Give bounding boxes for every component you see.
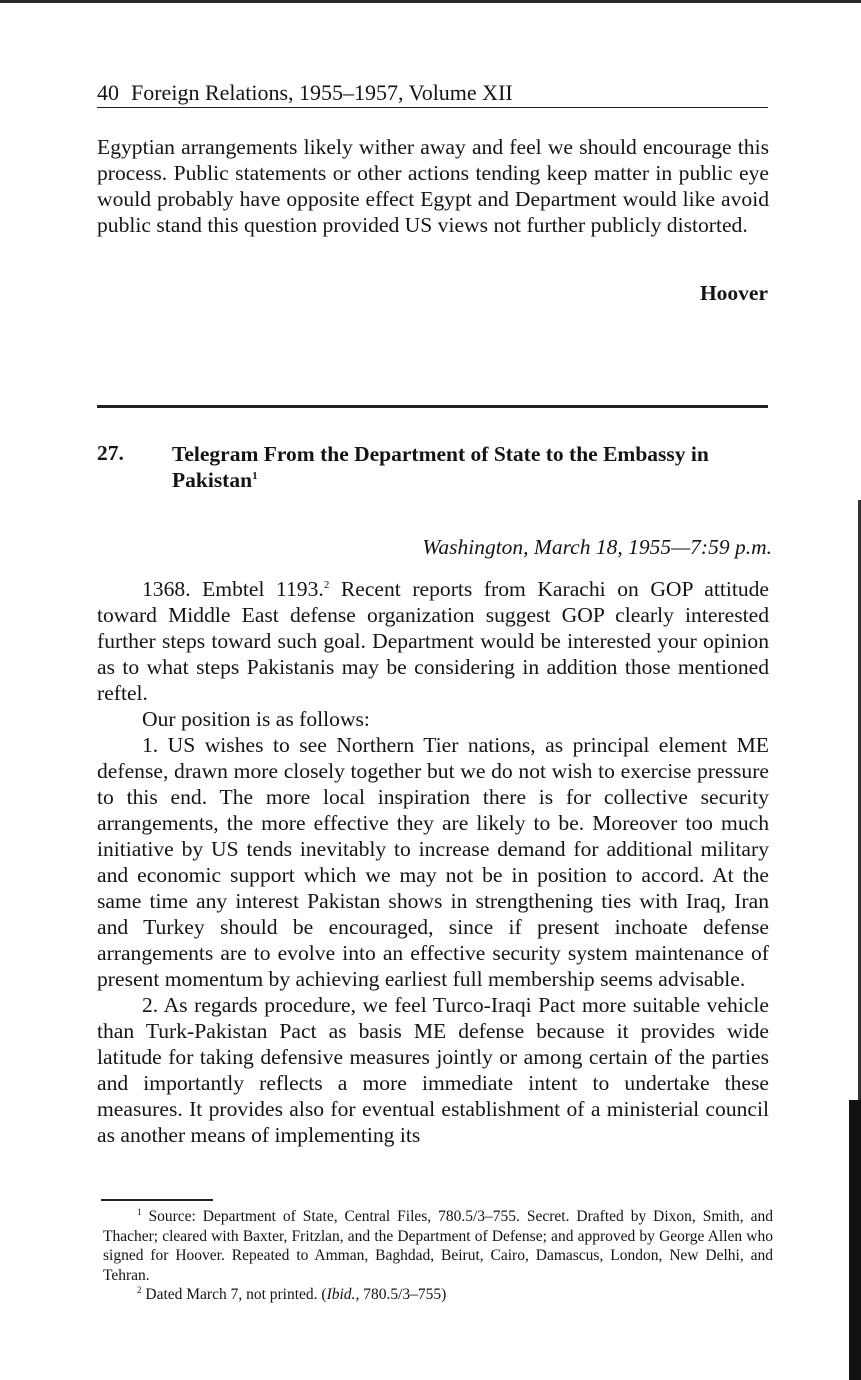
dateline: Washington, March 18, 1955—7:59 p.m. xyxy=(422,535,772,559)
prior-document-text xyxy=(97,134,769,238)
running-header xyxy=(97,80,768,108)
running-title: Foreign Relations, 1955–1957, Volume XII xyxy=(131,80,513,105)
paragraph-point-2: 2. As regards procedure, we feel Turco-Iraqi Pact more suitable vehicle than Turk-Pakistan Pact as basis ME defense because it provides wide latitude for taking defensive measures jointly or among certain of the parties and importantly reflects a more immediate intent to undertake these measures. It provides also for eventual establishment of a ministerial council as another means of implementing its xyxy=(97,993,769,1147)
footnote-2-mark: 2 xyxy=(137,1284,142,1295)
document-number: 27. xyxy=(97,441,124,465)
footnote-2-end: , 780.5/3–755) xyxy=(355,1286,447,1303)
scan-border-top xyxy=(0,0,861,3)
document-title-text: Telegram From the Department of State to the Embassy in Pakistan xyxy=(172,442,709,492)
footnote-divider xyxy=(101,1199,213,1201)
document-title xyxy=(172,441,772,493)
footnote-ref-2[interactable]: 2 xyxy=(323,578,330,591)
footnotes xyxy=(103,1207,773,1305)
paragraph-point-1: 1. US wishes to see Northern Tier nations, as principal element ME defense, drawn more closely together but we do not wish to exercise pressure to this end. The more local inspiration there is for collective security arrangements, the more effective they are likely to be. Moreover too much initiative by US tends inevitably to increase demand for additional military and economic support which we may not be in position to accord. At the same time any interest Pakistan shows in strengthening ties with Iraq, Iran and Turkey should be encouraged, since if present inchoate defense arrangements are to evolve into an effective security system maintenance of present momentum by achieving earliest full membership seems advisable. xyxy=(97,733,769,991)
section-divider xyxy=(97,405,768,408)
footnote-1-text: Source: Department of State, Central Files, 780.5/3–755. Secret. Drafted by Dixon, Smith, and Thacher; cleared with Baxter, Fritzlan, and the Department of Defense; and approved by George Allen who signed for Hoover. Repeated to Amman, Baghdad, Beirut, Cairo, Damascus, London, New Delhi, and Tehran. xyxy=(103,1208,773,1284)
footnote-2-ibid: Ibid. xyxy=(326,1286,356,1303)
footnote-2-text: Dated March 7, not printed. ( xyxy=(141,1286,327,1303)
footnote-1 xyxy=(103,1207,773,1285)
paragraph-opening-text: Recent reports from Karachi on GOP attitude toward Middle East defense organization suggest GOP clearly interested further steps toward such goal. Department would be interested your opinion as to what steps Pakistanis may be considering in addition those mentioned reftel. xyxy=(97,577,769,705)
footnote-ref-1[interactable]: 1 xyxy=(252,469,258,482)
footnote-1-mark: 1 xyxy=(137,1206,142,1217)
footnote-2 xyxy=(103,1285,773,1305)
page-number: 40 xyxy=(97,80,119,105)
document-body xyxy=(97,576,769,1148)
prior-paragraph: Egyptian arrangements likely wither away and feel we should encourage this process. Public statements or other actions tending keep matter in public eye would probably have opposite effect Egypt and Department would like avoid public stand this question provided US views not further publicly distorted. xyxy=(97,135,769,237)
embtel-reference: 1368. Embtel 1193. xyxy=(142,577,324,601)
paragraph-position: Our position is as follows: xyxy=(142,707,370,731)
signature: Hoover xyxy=(699,281,768,305)
scan-shadow-right xyxy=(849,1100,861,1380)
paragraph-opening xyxy=(97,576,769,706)
